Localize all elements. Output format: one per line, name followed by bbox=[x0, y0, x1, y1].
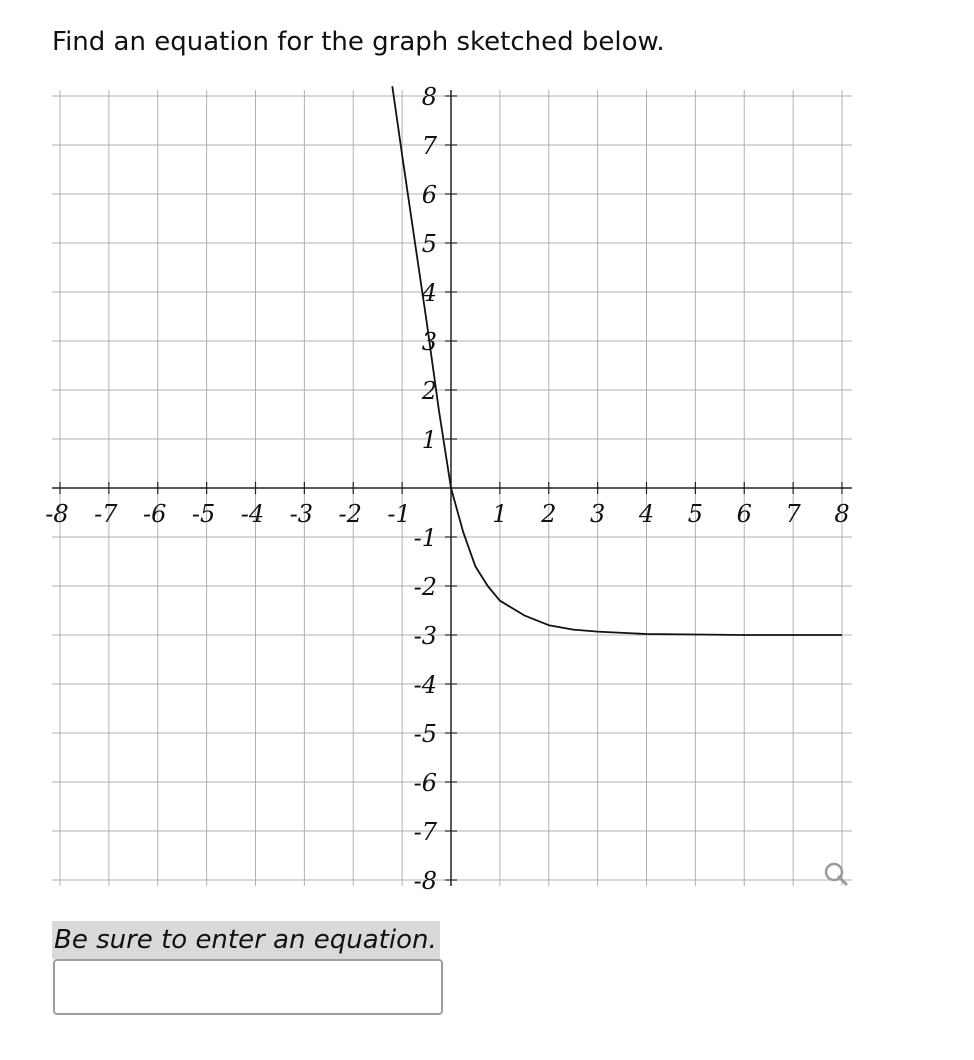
y-tick-label: -3 bbox=[413, 622, 437, 650]
x-tick-label: -8 bbox=[45, 500, 69, 528]
x-tick-label: 7 bbox=[785, 500, 801, 528]
x-tick-label: -2 bbox=[338, 500, 362, 528]
y-tick-label: -5 bbox=[413, 720, 437, 748]
axes bbox=[52, 90, 852, 886]
series-line bbox=[392, 86, 842, 635]
y-tick-label: 6 bbox=[421, 181, 437, 209]
x-tick-label: 6 bbox=[736, 500, 752, 528]
y-tick-label: -1 bbox=[413, 524, 437, 552]
tick-labels bbox=[45, 83, 849, 895]
x-tick-label: -5 bbox=[191, 500, 216, 528]
curve bbox=[392, 86, 842, 635]
x-tick-label: 2 bbox=[541, 500, 557, 528]
magnifier-icon[interactable] bbox=[826, 864, 846, 884]
y-tick-label: 4 bbox=[421, 279, 437, 307]
x-tick-label: 1 bbox=[492, 500, 508, 528]
question-prompt: Find an equation for the graph sketched below. bbox=[52, 27, 665, 57]
y-tick-label: -4 bbox=[413, 671, 437, 699]
x-tick-label: -7 bbox=[94, 500, 118, 528]
y-tick-label: -7 bbox=[413, 818, 437, 846]
x-tick-label: 4 bbox=[638, 500, 655, 528]
x-tick-label: 3 bbox=[589, 500, 606, 528]
y-tick-label: 1 bbox=[421, 426, 437, 454]
x-tick-label: -6 bbox=[143, 500, 167, 528]
x-tick-label: -1 bbox=[387, 500, 411, 528]
y-tick-label: -2 bbox=[413, 573, 437, 601]
x-tick-label: -4 bbox=[240, 500, 265, 528]
x-tick-label: 8 bbox=[834, 500, 850, 528]
y-tick-label: -8 bbox=[413, 867, 437, 895]
x-tick-label: -3 bbox=[289, 500, 314, 528]
y-tick-label: -6 bbox=[413, 769, 437, 797]
y-tick-label: 5 bbox=[421, 230, 437, 258]
y-tick-label: 3 bbox=[421, 328, 437, 356]
answer-hint: Be sure to enter an equation. bbox=[52, 921, 440, 959]
equation-input[interactable] bbox=[53, 959, 443, 1015]
y-tick-label: 8 bbox=[421, 83, 437, 111]
y-tick-label: 7 bbox=[421, 132, 437, 160]
x-tick-label: 5 bbox=[687, 500, 704, 528]
y-tick-label: 2 bbox=[421, 377, 437, 405]
